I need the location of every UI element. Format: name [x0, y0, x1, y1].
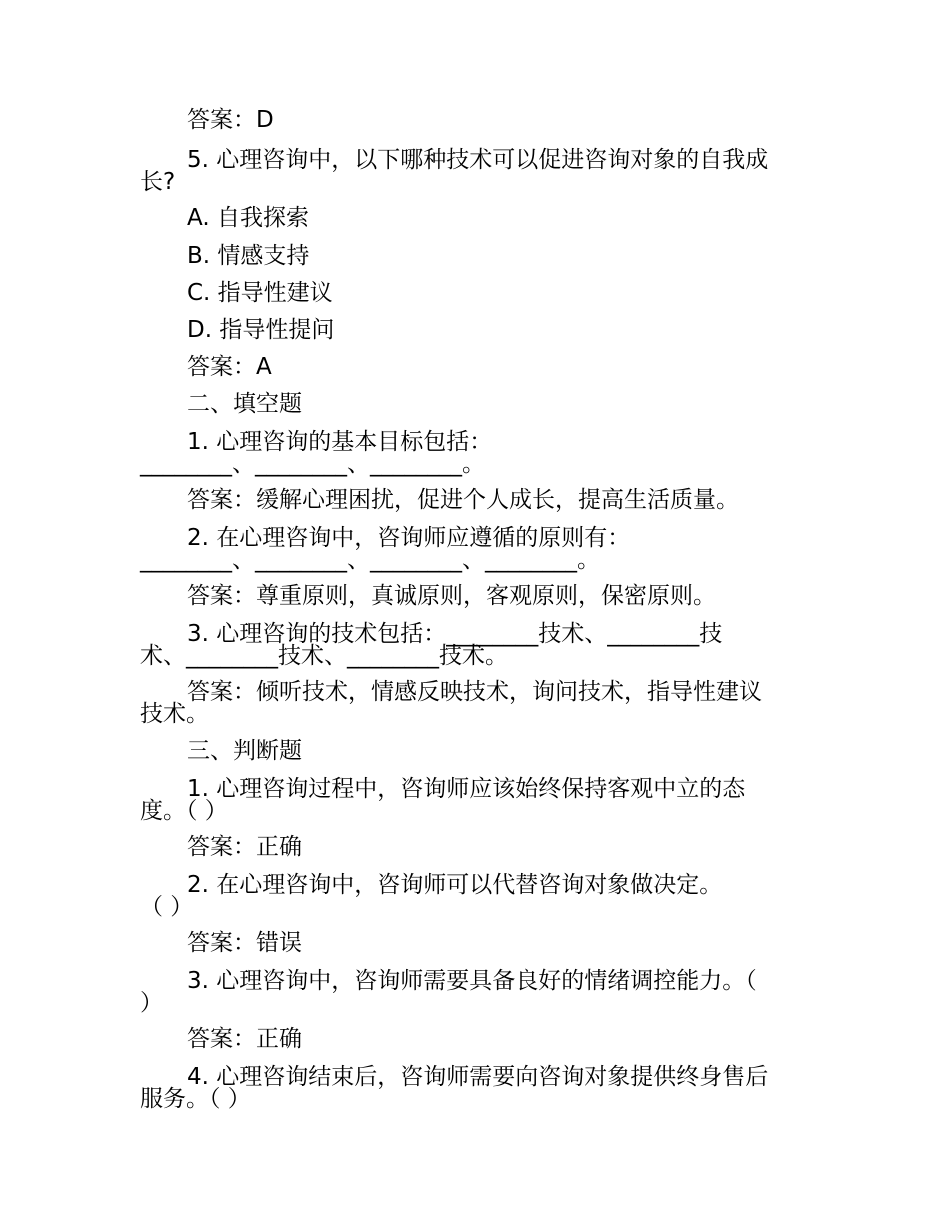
question-line: 2. 在心理咨询中，咨询师可以代替咨询对象做决定。 [187, 872, 723, 898]
question-line: 1. 心理咨询的基本目标包括： [187, 429, 493, 455]
answer-line: 答案：缓解心理困扰，促进个人成长，提高生活质量。 [187, 487, 739, 513]
option-line: B. 情感支持 [187, 243, 310, 269]
question-continuation: 术、________技术、________技术。 [140, 643, 508, 669]
question-continuation: 服务。（ ） [140, 1086, 251, 1112]
section-heading: 三、判断题 [187, 738, 302, 764]
question-continuation: （ ） [140, 894, 194, 920]
answer-continuation: 技术。 [140, 701, 209, 727]
section-heading: 二、填空题 [187, 391, 302, 417]
blank-line: ________、________、________、________。 [140, 547, 600, 573]
question-continuation: ） [140, 990, 163, 1016]
answer-line: 答案：D [187, 107, 274, 133]
question-line: 3. 心理咨询的技术包括：________技术、________技 [187, 621, 723, 647]
question-line: 5. 心理咨询中，以下哪种技术可以促进咨询对象的自我成 [187, 147, 769, 173]
answer-line: 答案：倾听技术，情感反映技术，询问技术，指导性建议 [187, 679, 762, 705]
option-line: C. 指导性建议 [187, 280, 333, 306]
answer-line: 答案：A [187, 354, 272, 380]
question-line: 3. 心理咨询中，咨询师需要具备良好的情绪调控能力。（ [187, 968, 757, 994]
question-line: 2. 在心理咨询中，咨询师应遵循的原则有： [187, 525, 631, 551]
answer-line: 答案：正确 [187, 1026, 302, 1052]
question-continuation: 长? [140, 169, 176, 195]
question-line: 4. 心理咨询结束后，咨询师需要向咨询对象提供终身售后 [187, 1064, 769, 1090]
question-continuation: 度。（ ） [140, 798, 228, 824]
answer-line: 答案：错误 [187, 930, 302, 956]
answer-line: 答案：尊重原则，真诚原则，客观原则，保密原则。 [187, 583, 716, 609]
blank-line: ________、________、________。 [140, 451, 485, 477]
question-line: 1. 心理咨询过程中，咨询师应该始终保持客观中立的态 [187, 776, 746, 802]
option-line: D. 指导性提问 [187, 317, 335, 343]
answer-line: 答案：正确 [187, 834, 302, 860]
option-line: A. 自我探索 [187, 205, 309, 231]
